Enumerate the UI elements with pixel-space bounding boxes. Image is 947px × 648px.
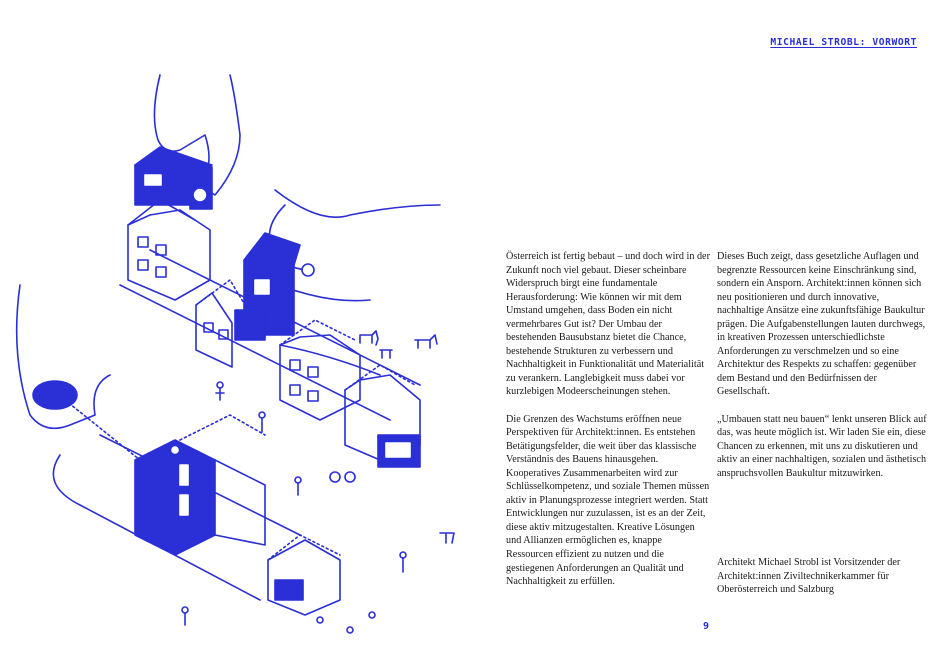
paragraph: Österreich ist fertig bebaut – und doch wird in der Zukunft noch viel gebaut. Dieser scheinbare Widerspruch birgt eine fundamentale Herausforderung: Wie können wir mit dem Umstand umgehen, dass Boden ein nicht vermehrbares Gut ist? Der Umbau der bestehenden Bausubstanz bietet die Chance, bestehende Strukturen zu verbessern und Nachhaltigkeit in Funktionalität und Materialität zu verankern. Langlebigkeit muss dabei vor kurzlebigen Modeerscheinungen stehen. (506, 251, 710, 398)
author-bio: Architekt Michael Strobl ist Vorsitzender der Architekt:innen Ziviltechnikerkammer für Oberösterreich und Salzburg (717, 557, 901, 596)
paragraph: Die Grenzen des Wachstums eröffnen neue Perspektiven für Architekt:innen. Es entstehen Betätigungsfelder, die weit über das klassische Verständnis des Bauens hinausgehen. Kooperatives Zusammenarbeiten wird zur Schlüsselkompetenz, und soziale Themen müssen aktiv in Planungsprozesse integriert werden. Statt Entwicklungen nur zuzulassen, ist es an der Zeit, diese aktiv mitzugestalten. Kreative Lösungen und Allianzen ermöglichen es, knappe Ressourcen effizient zu nutzen und die gestiegenen Anforderungen an Qualität und Nachhaltigkeit zu erfüllen. (506, 413, 710, 588)
paragraph: Dieses Buch zeigt, dass gesetzliche Auflagen und begrenzte Ressourcen keine Einschränkung sind, sondern ein Ansporn. Architekt:innen können sich neu positionieren und durch innovative, nachhaltige Ansätze eine zukunftsfähige Baukultur prägen. Die Aufgabenstellungen lauten durchwegs, in kreativen Prozessen unterschiedlichste Anforderungen zu verschmelzen und so eine Architektur des Respekts zu schaffen: gegenüber dem Bestand und den Bedürfnissen der Gesellschaft. (717, 251, 926, 398)
text-column-left (506, 250, 711, 602)
village-illustration (0, 55, 500, 640)
text-column-right (717, 250, 927, 494)
page-number: 9 (703, 621, 710, 632)
chapter-header: MICHAEL STROBL: VORWORT (770, 37, 917, 48)
paragraph: „Umbauen statt neu bauen“ lenkt unseren Blick auf das, was heute möglich ist. Wir laden Sie ein, diese Chancen zu erkennen, mit uns zu diskutieren und aktiv an einer nachhaltigen, sozialen und ästhetisch anspruchsvollen Baukultur mitzuwirken. (717, 413, 927, 479)
